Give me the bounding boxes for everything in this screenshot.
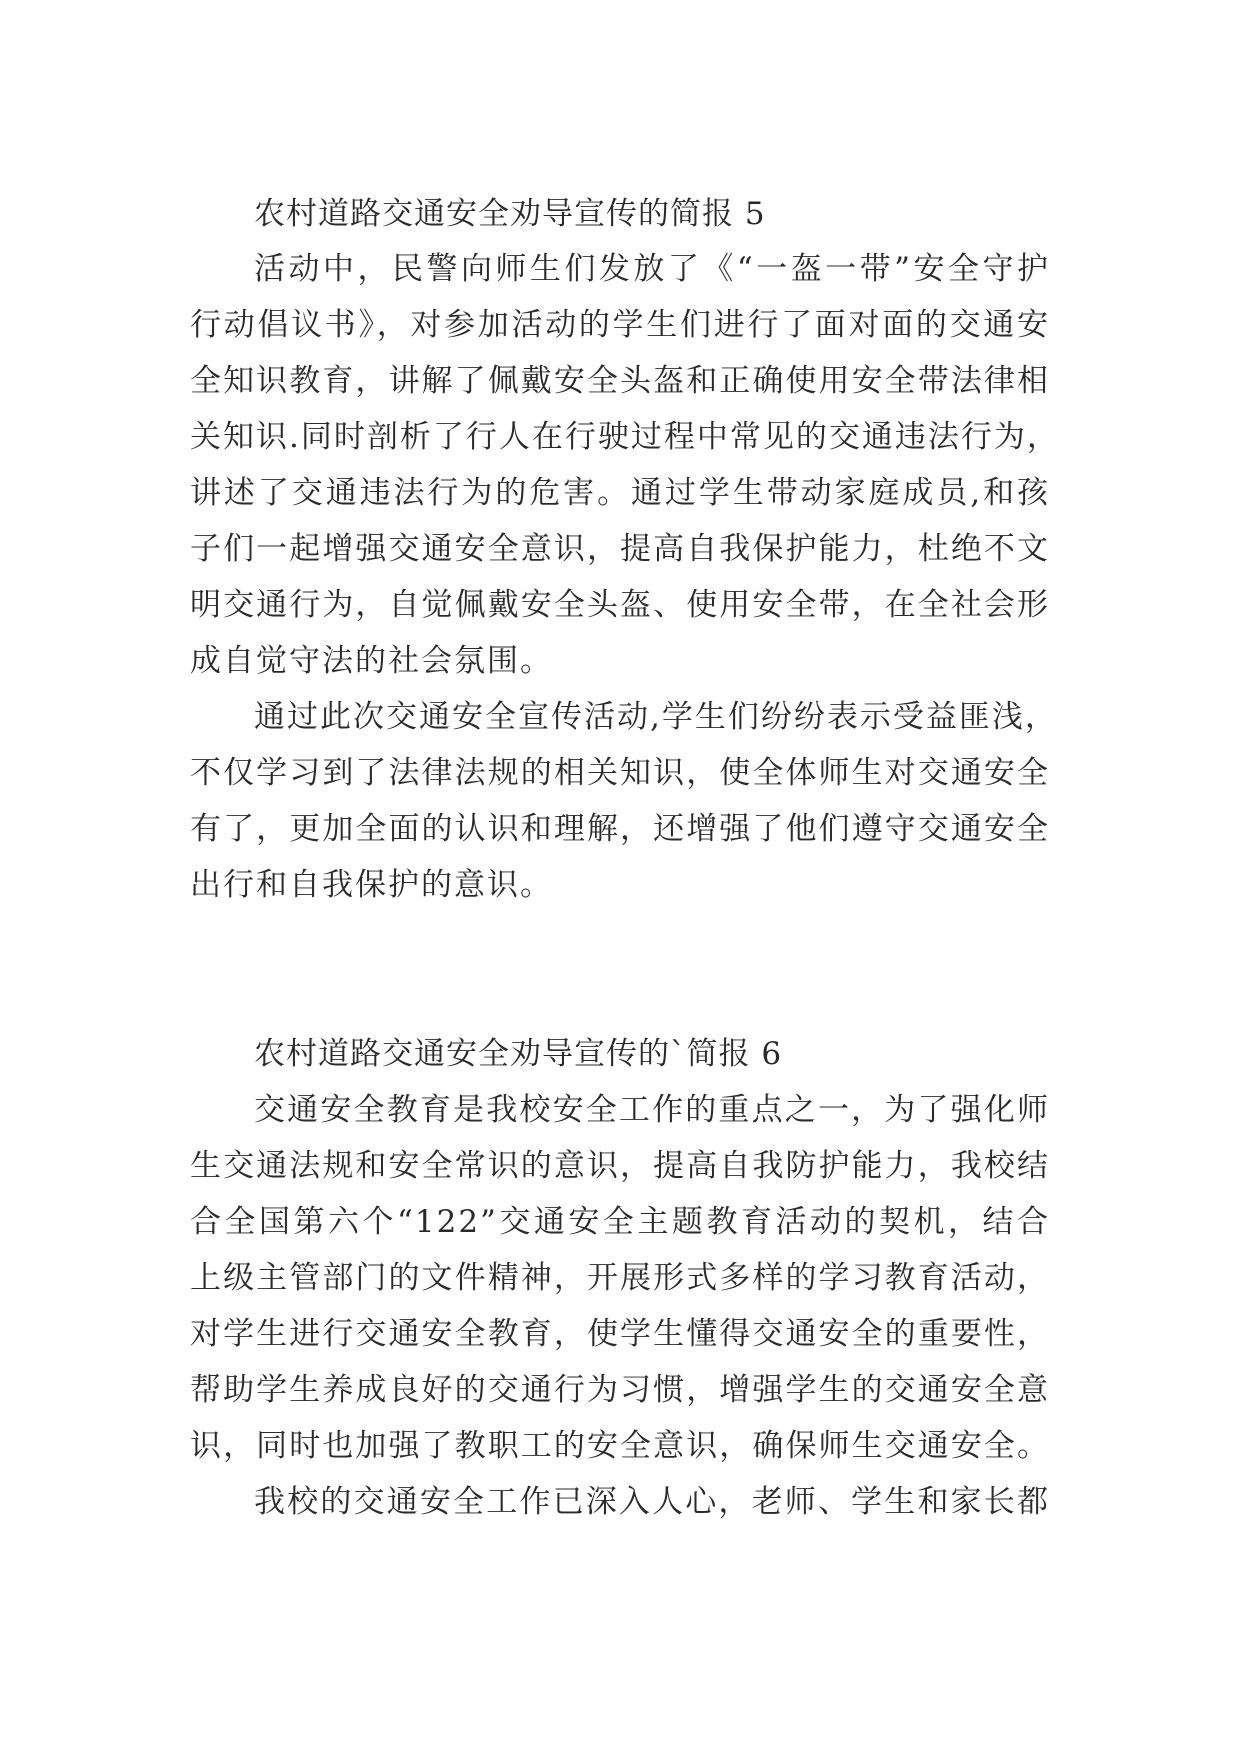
section-5-paragraph-1-line: 子们一起增强交通安全意识，提高自我保护能力，杜绝不文: [190, 531, 1050, 567]
section-5-paragraph-2-line: 有了，更加全面的认识和理解，还增强了他们遵守交通安全: [190, 811, 1050, 847]
section-5-paragraph-1-line: 成自觉守法的社会氛围。: [190, 643, 553, 679]
section-5-paragraph-1-line: 行动倡议书》，对参加活动的学生们进行了面对面的交通安: [190, 307, 1050, 343]
section-5-paragraph-1-line: 关知识.同时剖析了行人在行驶过程中常见的交通违法行为，: [190, 419, 1060, 455]
section-6-paragraph-1-line: 上级主管部门的文件精神，开展形式多样的学习教育活动，: [190, 1260, 1050, 1296]
section-5-paragraph-1-line: 明交通行为，自觉佩戴安全头盔、使用安全带，在全社会形: [190, 587, 1050, 623]
section-5-title: 农村道路交通安全劝导宣传的简报 5: [254, 196, 766, 232]
section-5-paragraph-2-line: 不仅学习到了法律法规的相关知识，使全体师生对交通安全: [190, 755, 1050, 791]
section-6-paragraph-1-line: 对学生进行交通安全教育，使学生懂得交通安全的重要性，: [190, 1316, 1050, 1352]
section-5-paragraph-1-line: 全知识教育，讲解了佩戴安全头盔和正确使用安全带法律相: [190, 363, 1050, 399]
section-6-paragraph-2-line: 我校的交通安全工作已深入人心，老师、学生和家长都: [254, 1484, 1050, 1520]
section-6-paragraph-1-line: 交通安全教育是我校安全工作的重点之一，为了强化师: [254, 1092, 1050, 1128]
section-6-paragraph-1-line: 合全国第六个“122”交通安全主题教育活动的契机，结合: [190, 1204, 1050, 1240]
section-6-title: 农村道路交通安全劝导宣传的`简报 6: [254, 1036, 783, 1072]
section-5-paragraph-2-line: 出行和自我保护的意识。: [190, 867, 553, 903]
section-6-paragraph-1-line: 帮助学生养成良好的交通行为习惯，增强学生的交通安全意: [190, 1372, 1050, 1408]
section-5-paragraph-1-line: 讲述了交通违法行为的危害。通过学生带动家庭成员,和孩: [190, 475, 1050, 511]
section-6-paragraph-1-line: 识，同时也加强了教职工的安全意识，确保师生交通安全。: [190, 1428, 1050, 1464]
section-5-paragraph-2-line: 通过此次交通安全宣传活动,学生们纷纷表示受益匪浅，: [254, 699, 1058, 735]
section-5-paragraph-1-line: 活动中，民警向师生们发放了《“一盔一带”安全守护: [254, 251, 1050, 287]
section-6-paragraph-1-line: 生交通法规和安全常识的意识，提高自我防护能力，我校结: [190, 1148, 1050, 1184]
